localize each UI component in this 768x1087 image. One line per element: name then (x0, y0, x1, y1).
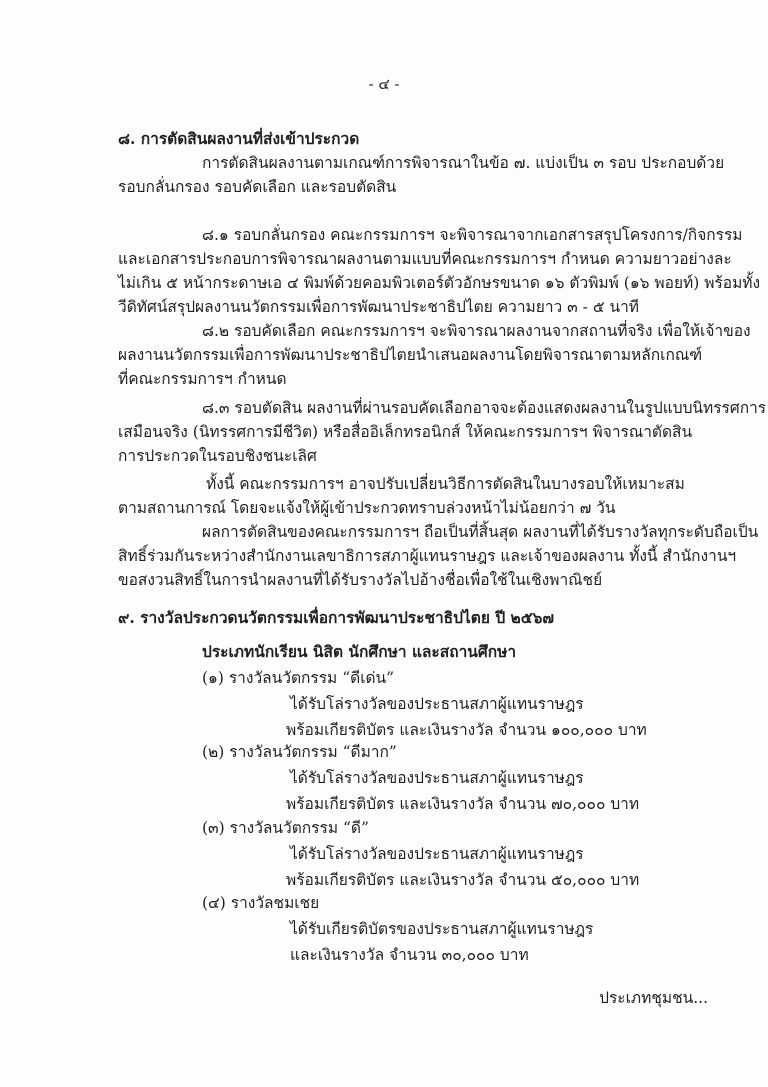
p81-line2: และเอกสารประกอบการพิจารณาผลงานตามแบบที่คณะกรรมการฯ กำหนด ความยาวอย่างละ (118, 250, 732, 268)
p84-line2: ตามสถานการณ์ โดยจะแจ้งให้ผู้เข้าประกวดทราบล่วงหน้าไม่น้อยกว่า ๗ วัน (118, 499, 616, 517)
award3-line2: พร้อมเกียรติบัตร และเงินรางวัล จำนวน ๕๐,๐๐๐ บาท (286, 871, 640, 889)
page-number: - ๔ - (368, 75, 400, 93)
p81-line4: วีดิทัศน์สรุปผลงานนวัตกรรมเพื่อการพัฒนาประชาธิปไตย ความยาว ๓ - ๕ นาที (118, 298, 640, 316)
p82-line3: ที่คณะกรรมการฯ กำหนด (118, 370, 287, 388)
section8-heading: ๘. การตัดสินผลงานที่ส่งเข้าประกวด (118, 129, 360, 148)
p81-line1: ๘.๑ รอบกลั่นกรอง คณะกรรมการฯ จะพิจารณาจากเอกสารสรุปโครงการ/กิจกรรม (202, 226, 743, 244)
award1-line2: พร้อมเกียรติบัตร และเงินรางวัล จำนวน ๑๐๐,๐๐๐ บาท (286, 721, 647, 739)
section8-intro-line2: รอบกลั่นกรอง รอบคัดเลือก และรอบตัดสิน (118, 178, 397, 196)
p82-line2: ผลงานนวัตกรรมเพื่อการพัฒนาประชาธิปไตยนำเสนอผลงานโดยพิจารณาตามหลักเกณฑ์ (118, 346, 703, 364)
p81-line3: ไม่เกิน ๕ หน้ากระดาษเอ ๔ พิมพ์ด้วยคอมพิวเตอร์ตัวอักษรขนาด ๑๖ ตัวพิมพ์ (๑๖ พอยท์) พร้อมทั้ง (118, 274, 761, 292)
award2-line1: ได้รับโล่รางวัลของประธานสภาผู้แทนราษฎร (290, 769, 584, 787)
award3-title: (๓) รางวัลนวัตกรรม “ดี” (202, 819, 369, 837)
award3-line1: ได้รับโล่รางวัลของประธานสภาผู้แทนราษฎร (290, 845, 584, 863)
award2-line2: พร้อมเกียรติบัตร และเงินรางวัล จำนวน ๗๐,๐๐๐ บาท (286, 795, 640, 813)
award1-line1: ได้รับโล่รางวัลของประธานสภาผู้แทนราษฎร (290, 695, 584, 713)
award4-title: (๔) รางวัลชมเชย (202, 894, 320, 912)
section9-heading: ๙. รางวัลประกวดนวัตกรรมเพื่อการพัฒนาประชาธิปไตย ปี ๒๕๖๗ (118, 608, 554, 627)
p83-line1: ๘.๓ รอบตัดสิน ผลงานที่ผ่านรอบคัดเลือกอาจจะต้องแสดงผลงานในรูปแบบนิทรรศการ (202, 399, 767, 417)
award4-line2: และเงินรางวัล จำนวน ๓๐,๐๐๐ บาท (290, 946, 529, 964)
next-page-catchword: ประเภทชุมชน... (599, 989, 708, 1007)
p85-line2: สิทธิ์ร่วมกันระหว่างสำนักงานเลขาธิการสภาผู้แทนราษฎร และเจ้าของผลงาน ทั้งนี้ สำนักงานฯ (118, 547, 737, 565)
section8-intro-line1: การตัดสินผลงานตามเกณฑ์การพิจารณาในข้อ ๗. แบ่งเป็น ๓ รอบ ประกอบด้วย (202, 154, 725, 172)
p84-line1: ทั้งนี้ คณะกรรมการฯ อาจปรับเปลี่ยนวิธีการตัดสินในบางรอบให้เหมาะสม (206, 475, 685, 493)
p82-line1: ๘.๒ รอบคัดเลือก คณะกรรมการฯ จะพิจารณาผลงานจากสถานที่จริง เพื่อให้เจ้าของ (202, 322, 751, 340)
p83-line3: การประกวดในรอบชิงชนะเลิศ (118, 447, 317, 465)
p83-line2: เสมือนจริง (นิทรรศการมีชีวิต) หรือสื่ออิเล็กทรอนิกส์ ให้คณะกรรมการฯ พิจารณาตัดสิน (118, 423, 693, 441)
p85-line1: ผลการตัดสินของคณะกรรมการฯ ถือเป็นที่สิ้นสุด ผลงานที่ได้รับรางวัลทุกระดับถือเป็น (202, 523, 759, 541)
p85-line3: ขอสงวนสิทธิ์ในการนำผลงานที่ได้รับรางวัลไปอ้างชื่อเพื่อใช้ในเชิงพาณิชย์ (118, 571, 603, 589)
section9-category: ประเภทนักเรียน นิสิต นักศึกษา และสถานศึกษา (202, 642, 517, 661)
award4-line1: ได้รับเกียรติบัตรของประธานสภาผู้แทนราษฎร (290, 920, 594, 938)
award2-title: (๒) รางวัลนวัตกรรม “ดีมาก” (202, 743, 397, 761)
award1-title: (๑) รางวัลนวัตกรรม “ดีเด่น” (202, 669, 395, 687)
